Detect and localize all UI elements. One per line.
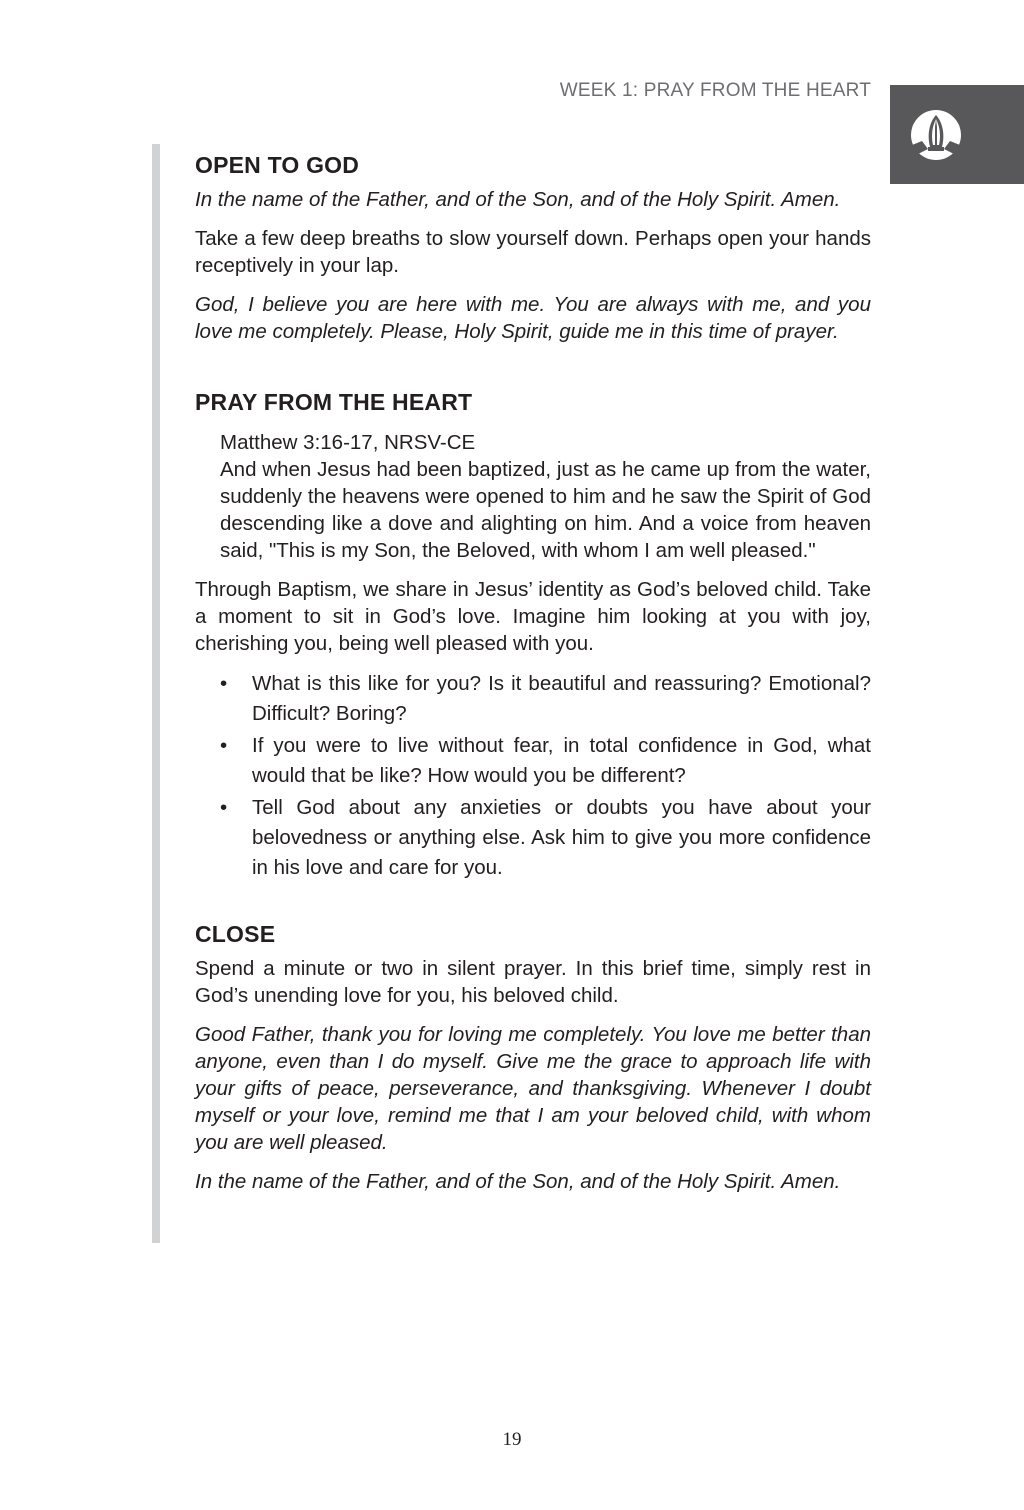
- scripture-reference: Matthew 3:16-17, NRSV-CE: [220, 431, 476, 454]
- closing-invocation: In the name of the Father, and of the Son, and of the Holy Spirit. Amen.: [195, 1170, 841, 1193]
- opening-prayer: God, I believe you are here with me. You are always with me, and you love me completely. Please, Holy Spirit, guide me in this time of prayer.: [195, 293, 871, 343]
- scripture-block: [220, 429, 871, 564]
- breathing-instruction: Take a few deep breaths to slow yourself down. Perhaps open your hands receptively in your lap.: [195, 227, 871, 277]
- heading-close: CLOSE: [195, 921, 276, 947]
- silent-prayer-instruction: Spend a minute or two in silent prayer. In this brief time, simply rest in God’s unending love for you, his beloved child.: [195, 957, 871, 1007]
- bullet-icon: •: [220, 796, 228, 819]
- page-content: [195, 150, 871, 1207]
- opening-invocation: In the name of the Father, and of the Son, and of the Holy Spirit. Amen.: [195, 188, 841, 211]
- bullet-icon: •: [220, 734, 228, 757]
- list-item: • What is this like for you? Is it beautiful and reassuring? Emotional? Difficult? Boring?: [195, 669, 871, 729]
- page-number: 19: [502, 1429, 522, 1450]
- running-head: WEEK 1: PRAY FROM THE HEART: [559, 80, 871, 101]
- heading-pray-from-heart: PRAY FROM THE HEART: [195, 389, 473, 415]
- list-item: • If you were to live without fear, in total confidence in God, what would that be like? How would you be different?: [195, 731, 871, 791]
- heading-open-to-god: OPEN TO GOD: [195, 152, 360, 178]
- reflection-paragraph: Through Baptism, we share in Jesus’ identity as God’s beloved child. Take a moment to sit in God’s love. Imagine him looking at you with joy, cherishing you, being well pleased with you.: [195, 578, 871, 655]
- scripture-text: And when Jesus had been baptized, just as he came up from the water, suddenly the heavens were opened to him and he saw the Spirit of God descending like a dove and alighting on him. And a voice from heaven said, "This is my Son, the Beloved, with whom I am well pleased.": [220, 458, 871, 562]
- praying-hands-icon: [910, 109, 962, 161]
- bullet-icon: •: [220, 672, 228, 695]
- list-item: • Tell God about any anxieties or doubts you have about your belovedness or anything else. Ask him to give you more confidence in his love and care for you.: [195, 793, 871, 883]
- section-tab: [890, 85, 1024, 184]
- reflection-questions: [195, 669, 871, 883]
- closing-prayer: Good Father, thank you for loving me completely. You love me better than anyone, even than I do myself. Give me the grace to approach life with your gifts of peace, perseverance, and thanksgiving. Whenever I doubt myself or your love, remind me that I am your beloved child, with whom you are well pleased.: [195, 1023, 871, 1154]
- left-margin-bar: [152, 144, 160, 1243]
